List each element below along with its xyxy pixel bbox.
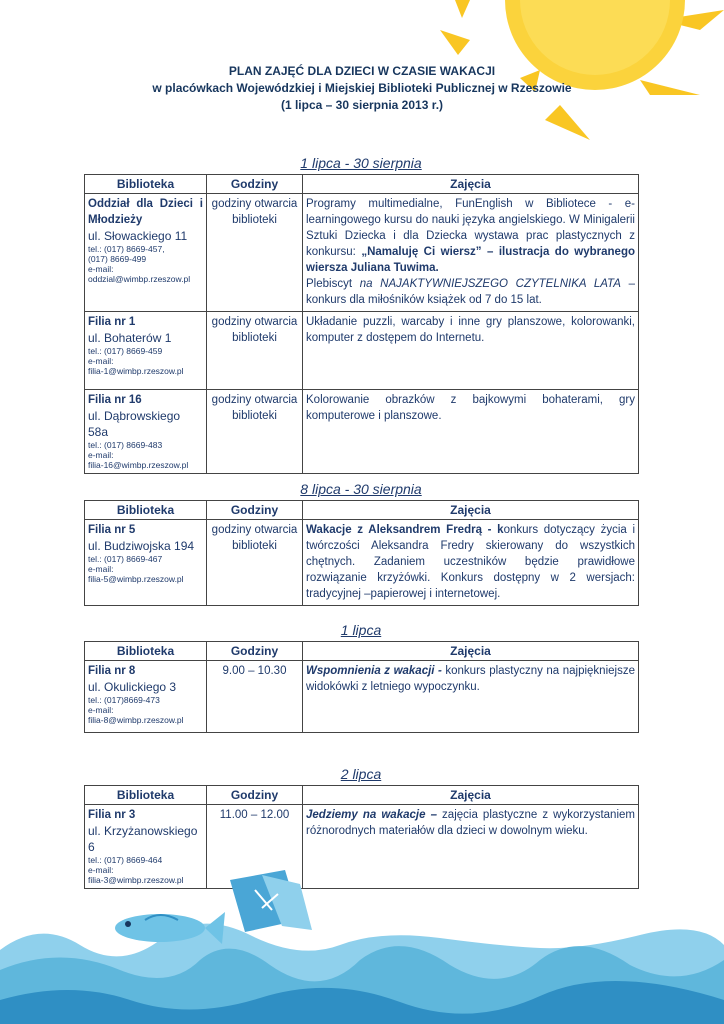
- section-heading: 8 lipca - 30 sierpnia: [300, 481, 422, 497]
- activity-text: onkurs dotyczący życia i twórczości Aleksandra Fredry skierowany do wszystkich chętnych. Zadaniem uczestników będzie prawidłowe rozwiązanie krzyżówki. Konkurs dostępny w 2 wersjach: tradycyjnej –papierowej i internetowej.: [306, 524, 635, 600]
- book-icon: [230, 870, 312, 932]
- col-header-activities: Zajęcia: [303, 501, 639, 520]
- library-cell: [85, 390, 207, 474]
- table-row: [85, 390, 639, 474]
- library-name: Filia nr 16: [88, 394, 142, 406]
- col-header-hours: Godziny: [207, 642, 303, 661]
- library-phone: tel.: (017) 8669-464: [88, 855, 163, 865]
- library-name: Filia nr 5: [88, 524, 136, 536]
- library-cell: [85, 520, 207, 606]
- email-label: e-mail:: [88, 264, 114, 274]
- activities-cell: Kolorowanie obrazków z bajkowymi bohaterami, gry komputerowe i planszowe.: [303, 390, 639, 474]
- col-header-library: Biblioteka: [85, 642, 207, 661]
- library-address: ul. Krzyżanowskiego 6: [88, 824, 198, 854]
- hours-cell: 9.00 – 10.30: [207, 661, 303, 733]
- activity-highlight: Wakacje z Aleksandrem Fredrą - k: [306, 524, 504, 536]
- hours-cell: godziny otwarcia biblioteki: [207, 390, 303, 474]
- library-name: Filia nr 8: [88, 665, 136, 677]
- activity-text: Plebiscyt: [306, 278, 360, 290]
- col-header-hours: Godziny: [207, 501, 303, 520]
- col-header-activities: Zajęcia: [303, 642, 639, 661]
- activity-highlight: na NAJAKTYWNIEJSZEGO CZYTELNIKA LATA: [359, 278, 621, 290]
- library-email: oddzial@wimbp.rzeszow.pl: [88, 274, 191, 284]
- col-header-library: Biblioteka: [85, 786, 207, 805]
- library-email: filia-1@wimbp.rzeszow.pl: [88, 366, 184, 376]
- email-label: e-mail:: [88, 450, 114, 460]
- library-phone-2: (017) 8669-499: [88, 254, 147, 264]
- library-name: Oddział dla Dzieci i Młodzieży: [88, 198, 203, 226]
- library-address: ul. Dąbrowskiego 58a: [88, 409, 181, 439]
- library-phone: tel.: (017) 8669-457,: [88, 244, 165, 254]
- library-cell: [85, 194, 207, 312]
- library-name: Filia nr 1: [88, 316, 136, 328]
- col-header-activities: Zajęcia: [303, 786, 639, 805]
- activity-highlight: Wspomnienia z wakacji -: [306, 665, 442, 677]
- activities-cell: [303, 194, 639, 312]
- activities-cell: Układanie puzzli, warcaby i inne gry planszowe, kolorowanki, komputer z dostępem do Internetu.: [303, 312, 639, 390]
- activity-text: Programy multimedialne, FunEnglish w Bibliotece - e-learningowego kursu do nauki języka angielskiego. W Minigalerii Sztuki Dziecka i dla Dziecka wystawa prac plastycznych z konkursu:: [306, 198, 635, 258]
- activities-cell: [303, 520, 639, 606]
- schedule-table: [84, 174, 639, 474]
- email-label: e-mail:: [88, 865, 114, 875]
- email-label: e-mail:: [88, 356, 114, 366]
- library-address: ul. Budziwojska 194: [88, 539, 195, 553]
- col-header-activities: Zajęcia: [303, 175, 639, 194]
- col-header-library: Biblioteka: [85, 175, 207, 194]
- email-label: e-mail:: [88, 564, 114, 574]
- title-line-2: w placówkach Wojewódzkiej i Miejskiej Biblioteki Publicznej w Rzeszowie: [152, 81, 572, 95]
- email-label: e-mail:: [88, 705, 114, 715]
- library-cell: [85, 661, 207, 733]
- library-phone: tel.: (017)8669-473: [88, 695, 160, 705]
- sea-fish-book-icon: [0, 860, 724, 1024]
- library-email: filia-8@wimbp.rzeszow.pl: [88, 715, 184, 725]
- library-address: ul. Bohaterów 1: [88, 331, 172, 345]
- section-heading: 1 lipca: [340, 622, 382, 638]
- table-row: [85, 312, 639, 390]
- col-header-hours: Godziny: [207, 175, 303, 194]
- schedule-table: [84, 500, 639, 606]
- table-row: [85, 520, 639, 606]
- library-address: ul. Okulickiego 3: [88, 680, 177, 694]
- hours-cell: godziny otwarcia biblioteki: [207, 194, 303, 312]
- activity-text: konkurs plastyczny na najpiękniejsze widokówki z letniego wypoczynku.: [306, 665, 635, 693]
- library-email: filia-3@wimbp.rzeszow.pl: [88, 875, 184, 885]
- title-line-3: (1 lipca – 30 sierpnia 2013 r.): [280, 98, 444, 112]
- library-phone: tel.: (017) 8669-483: [88, 440, 163, 450]
- table-row: [85, 194, 639, 312]
- section-heading: 2 lipca: [340, 766, 382, 782]
- library-cell: [85, 312, 207, 390]
- table-row: [85, 661, 639, 733]
- section-heading: 1 lipca - 30 sierpnia: [300, 155, 422, 171]
- title-line-1: PLAN ZAJĘĆ DLA DZIECI W CZASIE WAKACJI: [228, 64, 496, 78]
- hours-cell: godziny otwarcia biblioteki: [207, 520, 303, 606]
- activity-text: zajęcia plastyczne z wykorzystaniem różnorodnych materiałów dla dzieci w dowolnym wieku.: [306, 809, 635, 837]
- library-phone: tel.: (017) 8669-459: [88, 346, 163, 356]
- schedule-table: [84, 641, 639, 733]
- col-header-library: Biblioteka: [85, 501, 207, 520]
- col-header-hours: Godziny: [207, 786, 303, 805]
- hours-cell: godziny otwarcia biblioteki: [207, 312, 303, 390]
- library-email: filia-5@wimbp.rzeszow.pl: [88, 574, 184, 584]
- hours-cell: 11.00 – 12.00: [207, 805, 303, 889]
- library-email: filia-16@wimbp.rzeszow.pl: [88, 460, 189, 470]
- activity-highlight: „Namaluję Ci wiersz” – ilustracja do wybranego wiersza Juliana Tuwima.: [306, 246, 636, 274]
- activity-text: – konkurs dla miłośników książek od 7 do 15 lat.: [306, 278, 635, 306]
- activities-cell: [303, 661, 639, 733]
- library-address: ul. Słowackiego 11: [88, 229, 188, 243]
- library-phone: tel.: (017) 8669-467: [88, 554, 163, 564]
- library-name: Filia nr 3: [88, 809, 136, 821]
- activity-highlight: Jedziemy na wakacje –: [306, 809, 437, 821]
